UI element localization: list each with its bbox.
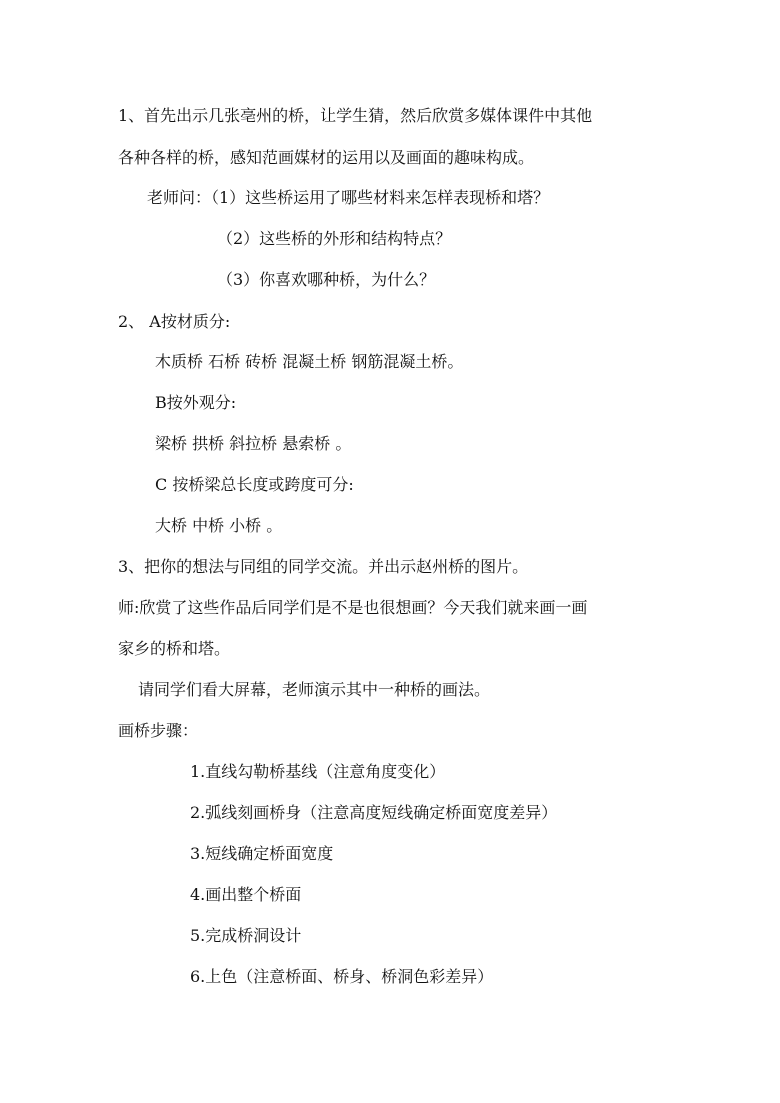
text-line: 3、把你的想法与同组的同学交流。并出示赵州桥的图片。 bbox=[118, 557, 529, 576]
text-line: 木质桥 石桥 砖桥 混凝土桥 钢筋混凝土桥。 bbox=[155, 352, 464, 371]
step-item: 6.上色（注意桥面、桥身、桥洞色彩差异） bbox=[190, 967, 494, 986]
text-line: 梁桥 拱桥 斜拉桥 悬索桥 。 bbox=[155, 434, 352, 453]
step-item: 3.短线确定桥面宽度 bbox=[190, 844, 334, 863]
text-line: 1、首先出示几张亳州的桥，让学生猜，然后欣赏多媒体课件中其他 bbox=[118, 106, 593, 125]
text-line: B按外观分: bbox=[155, 393, 237, 412]
text-line: （3）你喜欢哪种桥，为什么？ bbox=[217, 270, 436, 289]
text-line: 画桥步骤： bbox=[118, 721, 199, 740]
text-line: 大桥 中桥 小桥 。 bbox=[155, 516, 283, 535]
text-line: 师:欣赏了这些作品后同学们是不是也很想画？今天我们就来画一画 bbox=[118, 598, 588, 617]
step-item: 5.完成桥洞设计 bbox=[190, 926, 302, 945]
text-line: 家乡的桥和塔。 bbox=[118, 639, 231, 658]
step-item: 2.弧线刻画桥身（注意高度短线确定桥面宽度差异） bbox=[190, 803, 558, 822]
text-line: 各种各样的桥，感知范画媒材的运用以及画面的趣味构成。 bbox=[118, 148, 535, 167]
step-item: 1.直线勾勒桥基线（注意角度变化） bbox=[190, 762, 446, 781]
step-item: 4.画出整个桥面 bbox=[190, 885, 302, 904]
text-line: 老师问：（1）这些桥运用了哪些材料来怎样表现桥和塔？ bbox=[147, 188, 550, 207]
text-line: （2）这些桥的外形和结构特点？ bbox=[217, 229, 452, 248]
text-line: 2、 A按材质分: bbox=[118, 312, 231, 331]
text-line: 请同学们看大屏幕，老师演示其中一种桥的画法。 bbox=[138, 680, 491, 699]
text-line: C 按桥梁总长度或跨度可分: bbox=[155, 475, 354, 494]
